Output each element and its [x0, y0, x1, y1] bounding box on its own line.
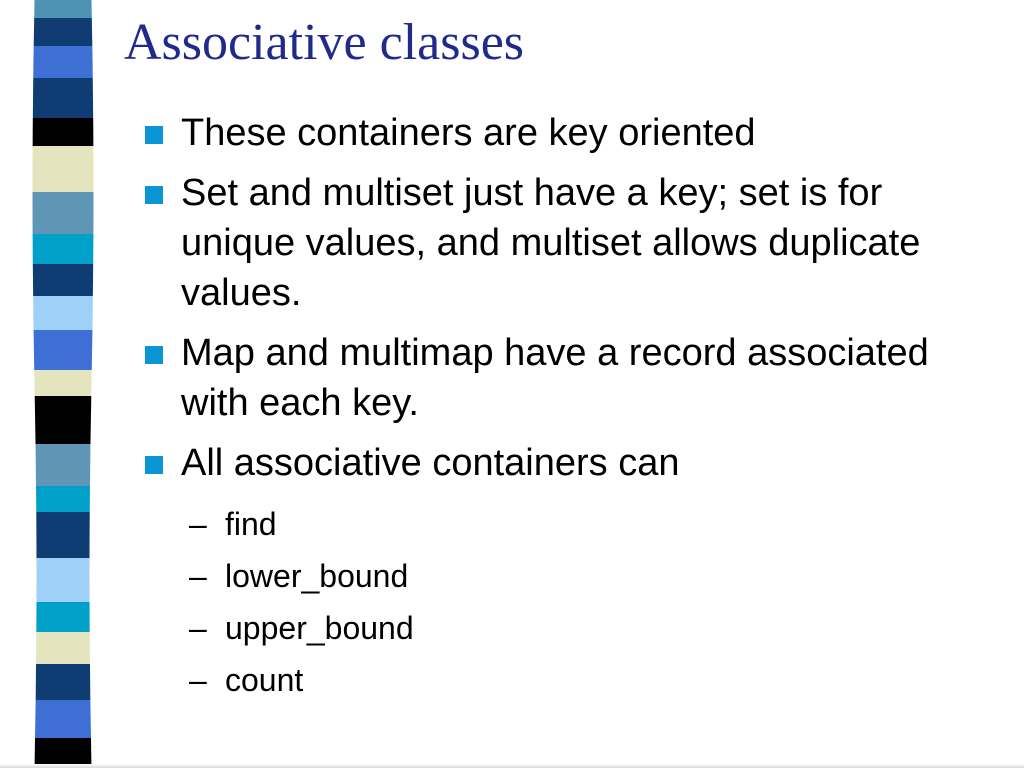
- decorative-stripe: [0, 0, 110, 768]
- bullet-item: [145, 328, 995, 428]
- bullet-text: Set and multiset just have a key; set is for unique values, and multiset allows duplicate values.: [181, 172, 921, 314]
- bullet-text: All associative containers can: [181, 442, 680, 484]
- bottom-shadow: [0, 764, 1024, 768]
- sub-bullet-text: lower_bound: [225, 558, 409, 594]
- square-bullet-icon: [145, 186, 163, 204]
- sub-bullet-item: [189, 602, 995, 654]
- square-bullet-icon: [145, 346, 163, 364]
- sub-bullet-text: count: [225, 662, 304, 698]
- dash-marker: –: [189, 558, 207, 594]
- slide-title: Associative classes: [124, 14, 525, 71]
- slide-body: [145, 108, 995, 706]
- dash-marker: –: [189, 662, 207, 698]
- sub-bullet-item: [189, 550, 995, 602]
- bullet-text: Map and multimap have a record associated with each key.: [181, 332, 929, 424]
- sub-bullet-item: [189, 498, 995, 550]
- square-bullet-icon: [145, 126, 163, 144]
- sub-bullet-item: [189, 654, 995, 706]
- bullet-item: [145, 438, 995, 488]
- sub-bullet-text: find: [225, 506, 277, 542]
- bullet-item: [145, 108, 995, 158]
- sub-bullet-list: [145, 498, 995, 706]
- bullet-text: These containers are key oriented: [181, 112, 756, 154]
- sub-bullet-text: upper_bound: [225, 610, 414, 646]
- bullet-item: [145, 168, 995, 318]
- dash-marker: –: [189, 610, 207, 646]
- square-bullet-icon: [145, 456, 163, 474]
- dash-marker: –: [189, 506, 207, 542]
